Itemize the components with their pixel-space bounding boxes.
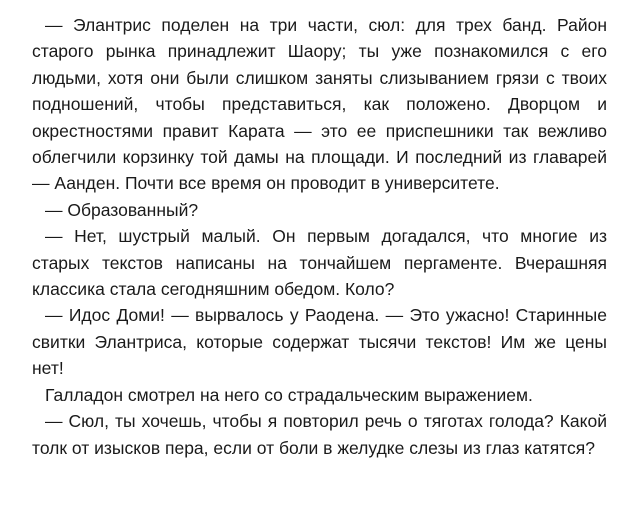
paragraph-1: — Элантрис поделен на три части, сюл: для трех банд. Район старого рынка принадлежит Шаору; ты уже познакомился с его людьми, хотя они были слишком заняты слизыванием грязи с твоих подношений, чтобы представиться, как положено. Дворцом и окрестностями правит Карата — это ее приспешники так вежливо облегчили корзинку той дамы на площади. И последний из главарей — Аанден. Почти все время он проводит в университете.	[32, 15, 607, 194]
paragraph-6: — Сюл, ты хочешь, чтобы я повторил речь о тяготах голода? Какой толк от изысков пера, если от боли в желудке слезы из глаз катятся?	[32, 411, 607, 458]
paragraph-5: Галладон смотрел на него со страдальческим выражением.	[45, 384, 533, 405]
paragraph-3: — Нет, шустрый малый. Он первым догадался, что многие из старых текстов написаны на тончайшем пергаменте. Вчерашняя классика стала сегодняшним обедом. Коло?	[32, 226, 607, 300]
paragraph-4: — Идос Доми! — вырвалось у Раодена. — Это ужасно! Старинные свитки Элантриса, которые содержат тысячи текстов! Им же цены нет!	[32, 305, 607, 379]
paragraph-2: — Образованный?	[45, 199, 199, 220]
